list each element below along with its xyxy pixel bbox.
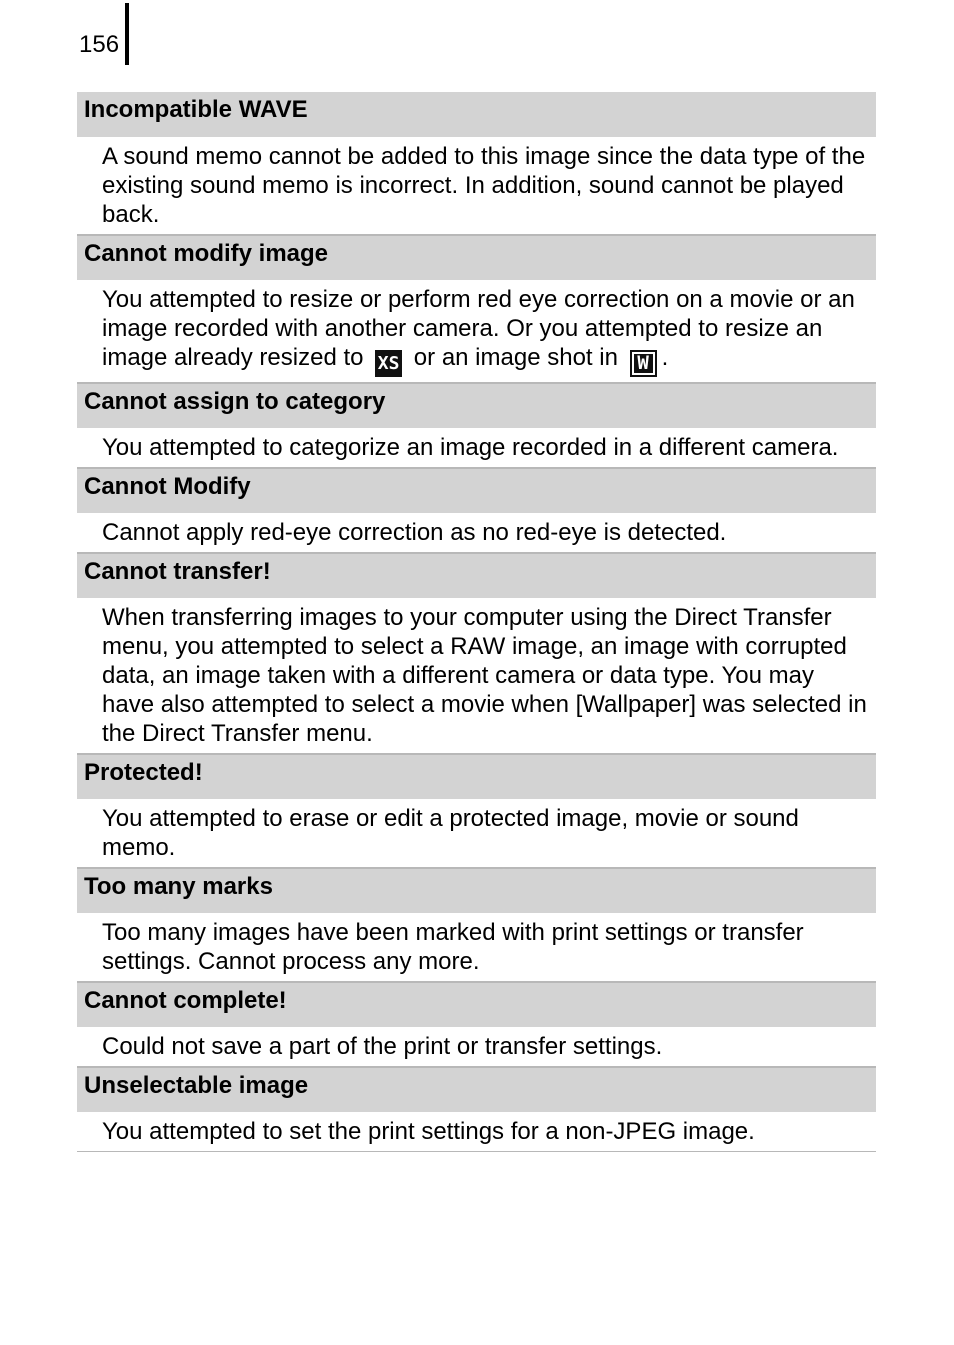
table-row — [77, 553, 876, 754]
page-number-divider — [125, 3, 129, 65]
entry-title: Unselectable image — [77, 1067, 876, 1112]
entry-description: Too many images have been marked with print settings or transfer settings. Cannot process any more. — [102, 919, 804, 975]
description-text: . — [661, 344, 669, 371]
entry-description: You attempted to erase or edit a protected image, movie or sound memo. — [102, 805, 799, 861]
table-row — [77, 468, 876, 553]
entry-title: Incompatible WAVE — [77, 92, 876, 137]
widescreen-mode-icon — [630, 350, 657, 377]
widescreen-mode-icon-label: W — [634, 354, 653, 373]
description-text: You attempted to resize or perform red eye correction on a movie or an image recorded with another camera. Or you attempted to resize an image already resized to — [102, 286, 855, 371]
entry-title: Cannot transfer! — [77, 553, 876, 598]
table-row — [77, 235, 876, 383]
entry-description: You attempted to categorize an image recorded in a different camera. — [102, 434, 839, 461]
entry-title: Protected! — [77, 754, 876, 799]
description-text: or an image shot in — [407, 344, 625, 371]
entry-description: You attempted to set the print settings for a non-JPEG image. — [102, 1118, 755, 1145]
entry-description: When transferring images to your computer using the Direct Transfer menu, you attempted to select a RAW image, an image with corrupted data, an image taken with a different camera or data type. You may have also attempted to select a movie when [Wallpaper] was selected in the Direct Transfer menu. — [102, 604, 867, 747]
entry-title: Cannot modify image — [77, 235, 876, 280]
table-row — [77, 868, 876, 982]
entry-description: Could not save a part of the print or transfer settings. — [102, 1033, 663, 1060]
entry-title: Cannot Modify — [77, 468, 876, 513]
xs-resolution-icon: XS — [375, 350, 402, 377]
table-row — [77, 383, 876, 468]
entry-description: Cannot apply red-eye correction as no red-eye is detected. — [102, 519, 727, 546]
entry-description — [77, 280, 876, 382]
entry-title: Cannot complete! — [77, 982, 876, 1027]
table-row — [77, 982, 876, 1067]
entry-description: A sound memo cannot be added to this image since the data type of the existing sound memo is incorrect. In addition, sound cannot be played back. — [102, 143, 866, 228]
entry-title: Too many marks — [77, 868, 876, 913]
page-number: 156 — [79, 31, 120, 58]
error-message-table — [77, 92, 876, 1152]
entry-title: Cannot assign to category — [77, 383, 876, 428]
table-row — [77, 92, 876, 235]
table-row — [77, 1067, 876, 1152]
table-row — [77, 754, 876, 868]
